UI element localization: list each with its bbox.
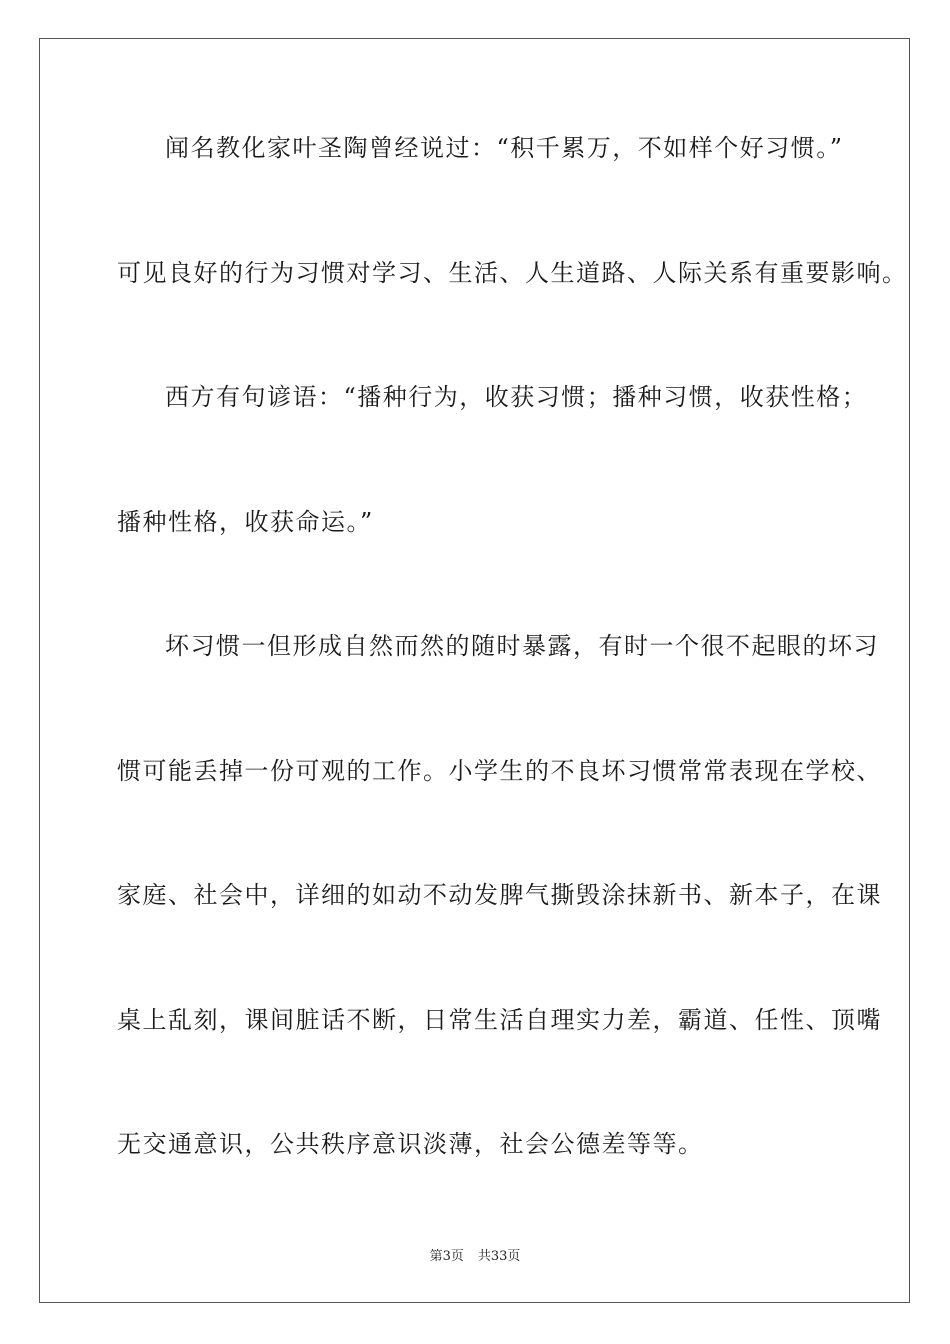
paragraph-3-line-2: 惯可能丢掉一份可观的工作。小学生的不良坏习惯常常表现在学校、	[117, 757, 882, 785]
total-pages: 共33页	[477, 1249, 521, 1264]
paragraph-2-line-1: 西方有句谚语：“播种行为，收获习惯；播种习惯，收获性格；	[165, 383, 868, 411]
paragraph-3-line-3: 家庭、社会中，详细的如动不动发脾气撕毁涂抹新书、新本子，在课	[117, 881, 882, 909]
paragraph-2-line-2: 播种性格，收获命运。”	[117, 508, 374, 536]
paragraph-1-line-2: 可见良好的行为习惯对学习、生活、人生道路、人际关系有重要影响。	[117, 259, 908, 287]
paragraph-3-line-1: 坏习惯一但形成自然而然的随时暴露，有时一个很不起眼的坏习	[165, 632, 879, 660]
page-footer	[0, 1249, 950, 1265]
page-frame	[39, 38, 910, 1303]
paragraph-3-line-4: 桌上乱刻，课间脏话不断，日常生活自理实力差，霸道、任性、顶嘴	[117, 1006, 882, 1034]
page-number: 第3页	[429, 1249, 464, 1264]
paragraph-1-line-1: 闻名教化家叶圣陶曾经说过：“积千累万，不如样个好习惯。”	[165, 134, 844, 162]
paragraph-3-line-5: 无交通意识，公共秩序意识淡薄，社会公德差等等。	[117, 1130, 704, 1158]
